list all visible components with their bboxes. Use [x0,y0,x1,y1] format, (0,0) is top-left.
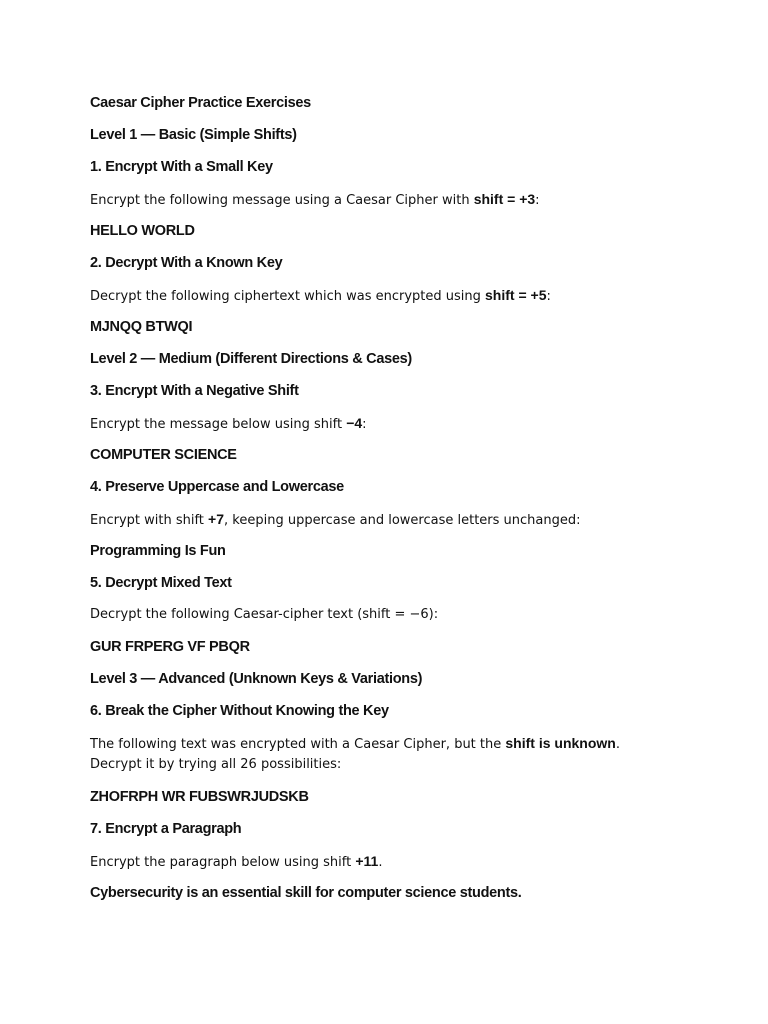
exercise-6-heading: 6. Break the Cipher Without Knowing the Key [90,703,389,719]
exercise-3-instructions [90,412,367,436]
exercise-2-text-end: : [546,289,551,304]
exercise-1-instructions [90,188,540,212]
exercise-5-instructions: Decrypt the following Caesar-cipher text (shift = −6): [90,607,439,622]
exercise-7-message: Cybersecurity is an essential skill for computer science students. [90,885,522,901]
exercise-2-message: MJNQQ BTWQI [90,319,193,335]
exercise-2-text: Decrypt the following ciphertext which was encrypted using [90,289,486,304]
document-title: Caesar Cipher Practice Exercises [90,95,311,111]
exercise-2-heading: 2. Decrypt With a Known Key [90,255,283,271]
exercise-7-instructions [90,850,382,874]
exercise-6-unknown: shift is unknown [505,735,616,751]
exercise-4-shift: +7 [208,511,225,527]
exercise-1-heading: 1. Encrypt With a Small Key [90,159,273,175]
exercise-4-instructions [90,508,581,532]
exercise-3-shift: −4 [346,415,363,431]
exercise-5-heading: 5. Decrypt Mixed Text [90,575,232,591]
exercise-3-heading: 3. Encrypt With a Negative Shift [90,383,299,399]
level-2-heading: Level 2 — Medium (Different Directions & Cases) [90,351,412,367]
level-3-heading: Level 3 — Advanced (Unknown Keys & Variations) [90,671,423,687]
exercise-7-text: Encrypt the paragraph below using shift [90,855,356,870]
exercise-1-text: Encrypt the following message using a Caesar Cipher with [90,193,474,208]
exercise-1-shift: shift = +3 [473,191,536,207]
exercise-7-heading: 7. Encrypt a Paragraph [90,821,242,837]
exercise-7-shift: +11 [355,853,379,869]
exercise-2-instructions [90,284,551,308]
level-1-heading: Level 1 — Basic (Simple Shifts) [90,127,297,143]
exercise-4-text: Encrypt with shift [90,513,209,528]
exercise-4-text-end: , keeping uppercase and lowercase letters unchanged: [224,513,581,528]
exercise-6-instructions [90,732,620,756]
exercise-4-message: Programming Is Fun [90,543,226,559]
exercise-3-message: COMPUTER SCIENCE [90,447,237,463]
exercise-1-message: HELLO WORLD [90,223,195,239]
exercise-6-message: ZHOFRPH WR FUBSWRJUDSKB [90,789,309,805]
exercise-6-text-end: . [615,737,620,752]
exercise-1-text-end: : [535,193,540,208]
exercise-5-message: GUR FRPERG VF PBQR [90,639,250,655]
exercise-2-shift: shift = +5 [485,287,547,303]
exercise-6-text: The following text was encrypted with a Caesar Cipher, but the [90,737,506,752]
exercise-4-heading: 4. Preserve Uppercase and Lowercase [90,479,344,495]
exercise-3-text-end: : [362,417,367,432]
exercise-3-text: Encrypt the message below using shift [90,417,347,432]
exercise-7-text-end: . [378,855,383,870]
exercise-6-instructions-line2: Decrypt it by trying all 26 possibilities: [90,757,342,772]
